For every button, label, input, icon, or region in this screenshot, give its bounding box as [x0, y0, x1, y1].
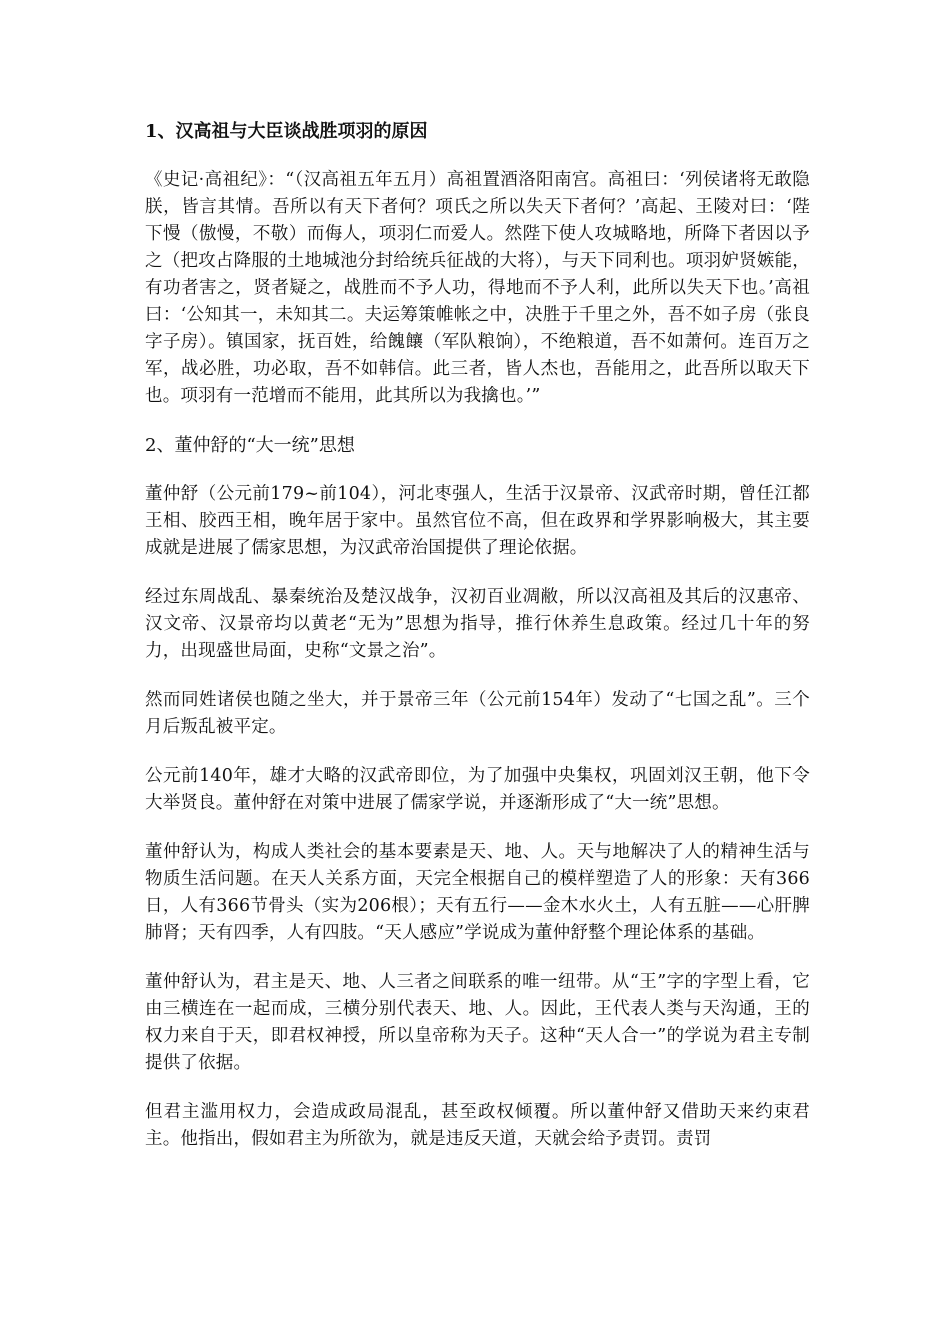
section-2-paragraph-6: 董仲舒认为，君主是天、地、人三者之间联系的唯一纽带。从“王”字的字型上看，它由三横连在一起而成，三横分别代表天、地、人。因此，王代表人类与天沟通，王的权力来自于天，即君权神授，所以皇帝称为天子。这种“天人合一”的学说为君主专制提供了依据。 [145, 972, 810, 1073]
section-2-paragraph-7: 但君主滥用权力，会造成政局混乱，甚至政权倾覆。所以董仲舒又借助天来约束君主。他指出，假如君主为所欲为，就是违反天道，天就会给予责罚。责罚 [145, 1102, 810, 1149]
document-body [145, 118, 810, 1153]
section-1-paragraph-1: 《史记·高祖纪》：“（汉高祖五年五月）高祖置酒洛阳南宫。高祖曰：‘列侯诸将无敢隐朕，皆言其情。吾所以有天下者何？项氏之所以失天下者何？’高起、王陵对曰：‘陛下慢（傲慢，不敬）而侮人，项羽仁而爱人。然陛下使人攻城略地，所降下者因以予之（把攻占降服的土地城池分封给统兵征战的大将），与天下同利也。项羽妒贤嫉能，有功者害之，贤者疑之，战胜而不予人功，得地而不予人利，此所以失天下也。’高祖曰：‘公知其一，未知其二。夫运筹策帷帐之中，决胜于千里之外，吾不如子房（张良字子房）。镇国家，抚百姓，给餽饟（军队粮饷），不绝粮道，吾不如萧何。连百万之军，战必胜，功必取，吾不如韩信。此三者，皆人杰也，吾能用之，此吾所以取天下也。项羽有一范增而不能用，此其所以为我擒也。’” [145, 170, 810, 406]
section-2-paragraph-4: 公元前140年，雄才大略的汉武帝即位，为了加强中央集权，巩固刘汉王朝，他下令大举贤良。董仲舒在对策中进展了儒家学说，并逐渐形成了“大一统”思想。 [145, 766, 810, 813]
section-2-heading: 2、董仲舒的“大一统”思想 [145, 435, 355, 456]
section-1-heading: 1、汉高祖与大臣谈战胜项羽的原因 [145, 121, 428, 142]
section-2-paragraph-2: 经过东周战乱、暴秦统治及楚汉战争，汉初百业凋敝，所以汉高祖及其后的汉惠帝、汉文帝、汉景帝均以黄老“无为”思想为指导，推行休养生息政策。经过几十年的努力，出现盛世局面，史称“文景之治”。 [145, 587, 810, 661]
section-2-paragraph-3: 然而同姓诸侯也随之坐大，并于景帝三年（公元前154年）发动了“七国之乱”。三个月后叛乱被平定。 [145, 690, 810, 737]
section-2-paragraph-1: 董仲舒（公元前179~前104），河北枣强人，生活于汉景帝、汉武帝时期，曾任江都王相、胶西王相，晚年居于家中。虽然官位不高，但在政界和学界影响极大，其主要成就是进展了儒家思想，为汉武帝治国提供了理论依据。 [145, 484, 810, 558]
section-2-paragraph-5: 董仲舒认为，构成人类社会的基本要素是天、地、人。天与地解决了人的精神生活与物质生活问题。在天人关系方面，天完全根据自己的模样塑造了人的形象：天有366日，人有366节骨头（实为206根）；天有五行——金木水火土，人有五脏——心肝脾肺肾；天有四季，人有四肢。“天人感应”学说成为董仲舒整个理论体系的基础。 [145, 842, 810, 943]
